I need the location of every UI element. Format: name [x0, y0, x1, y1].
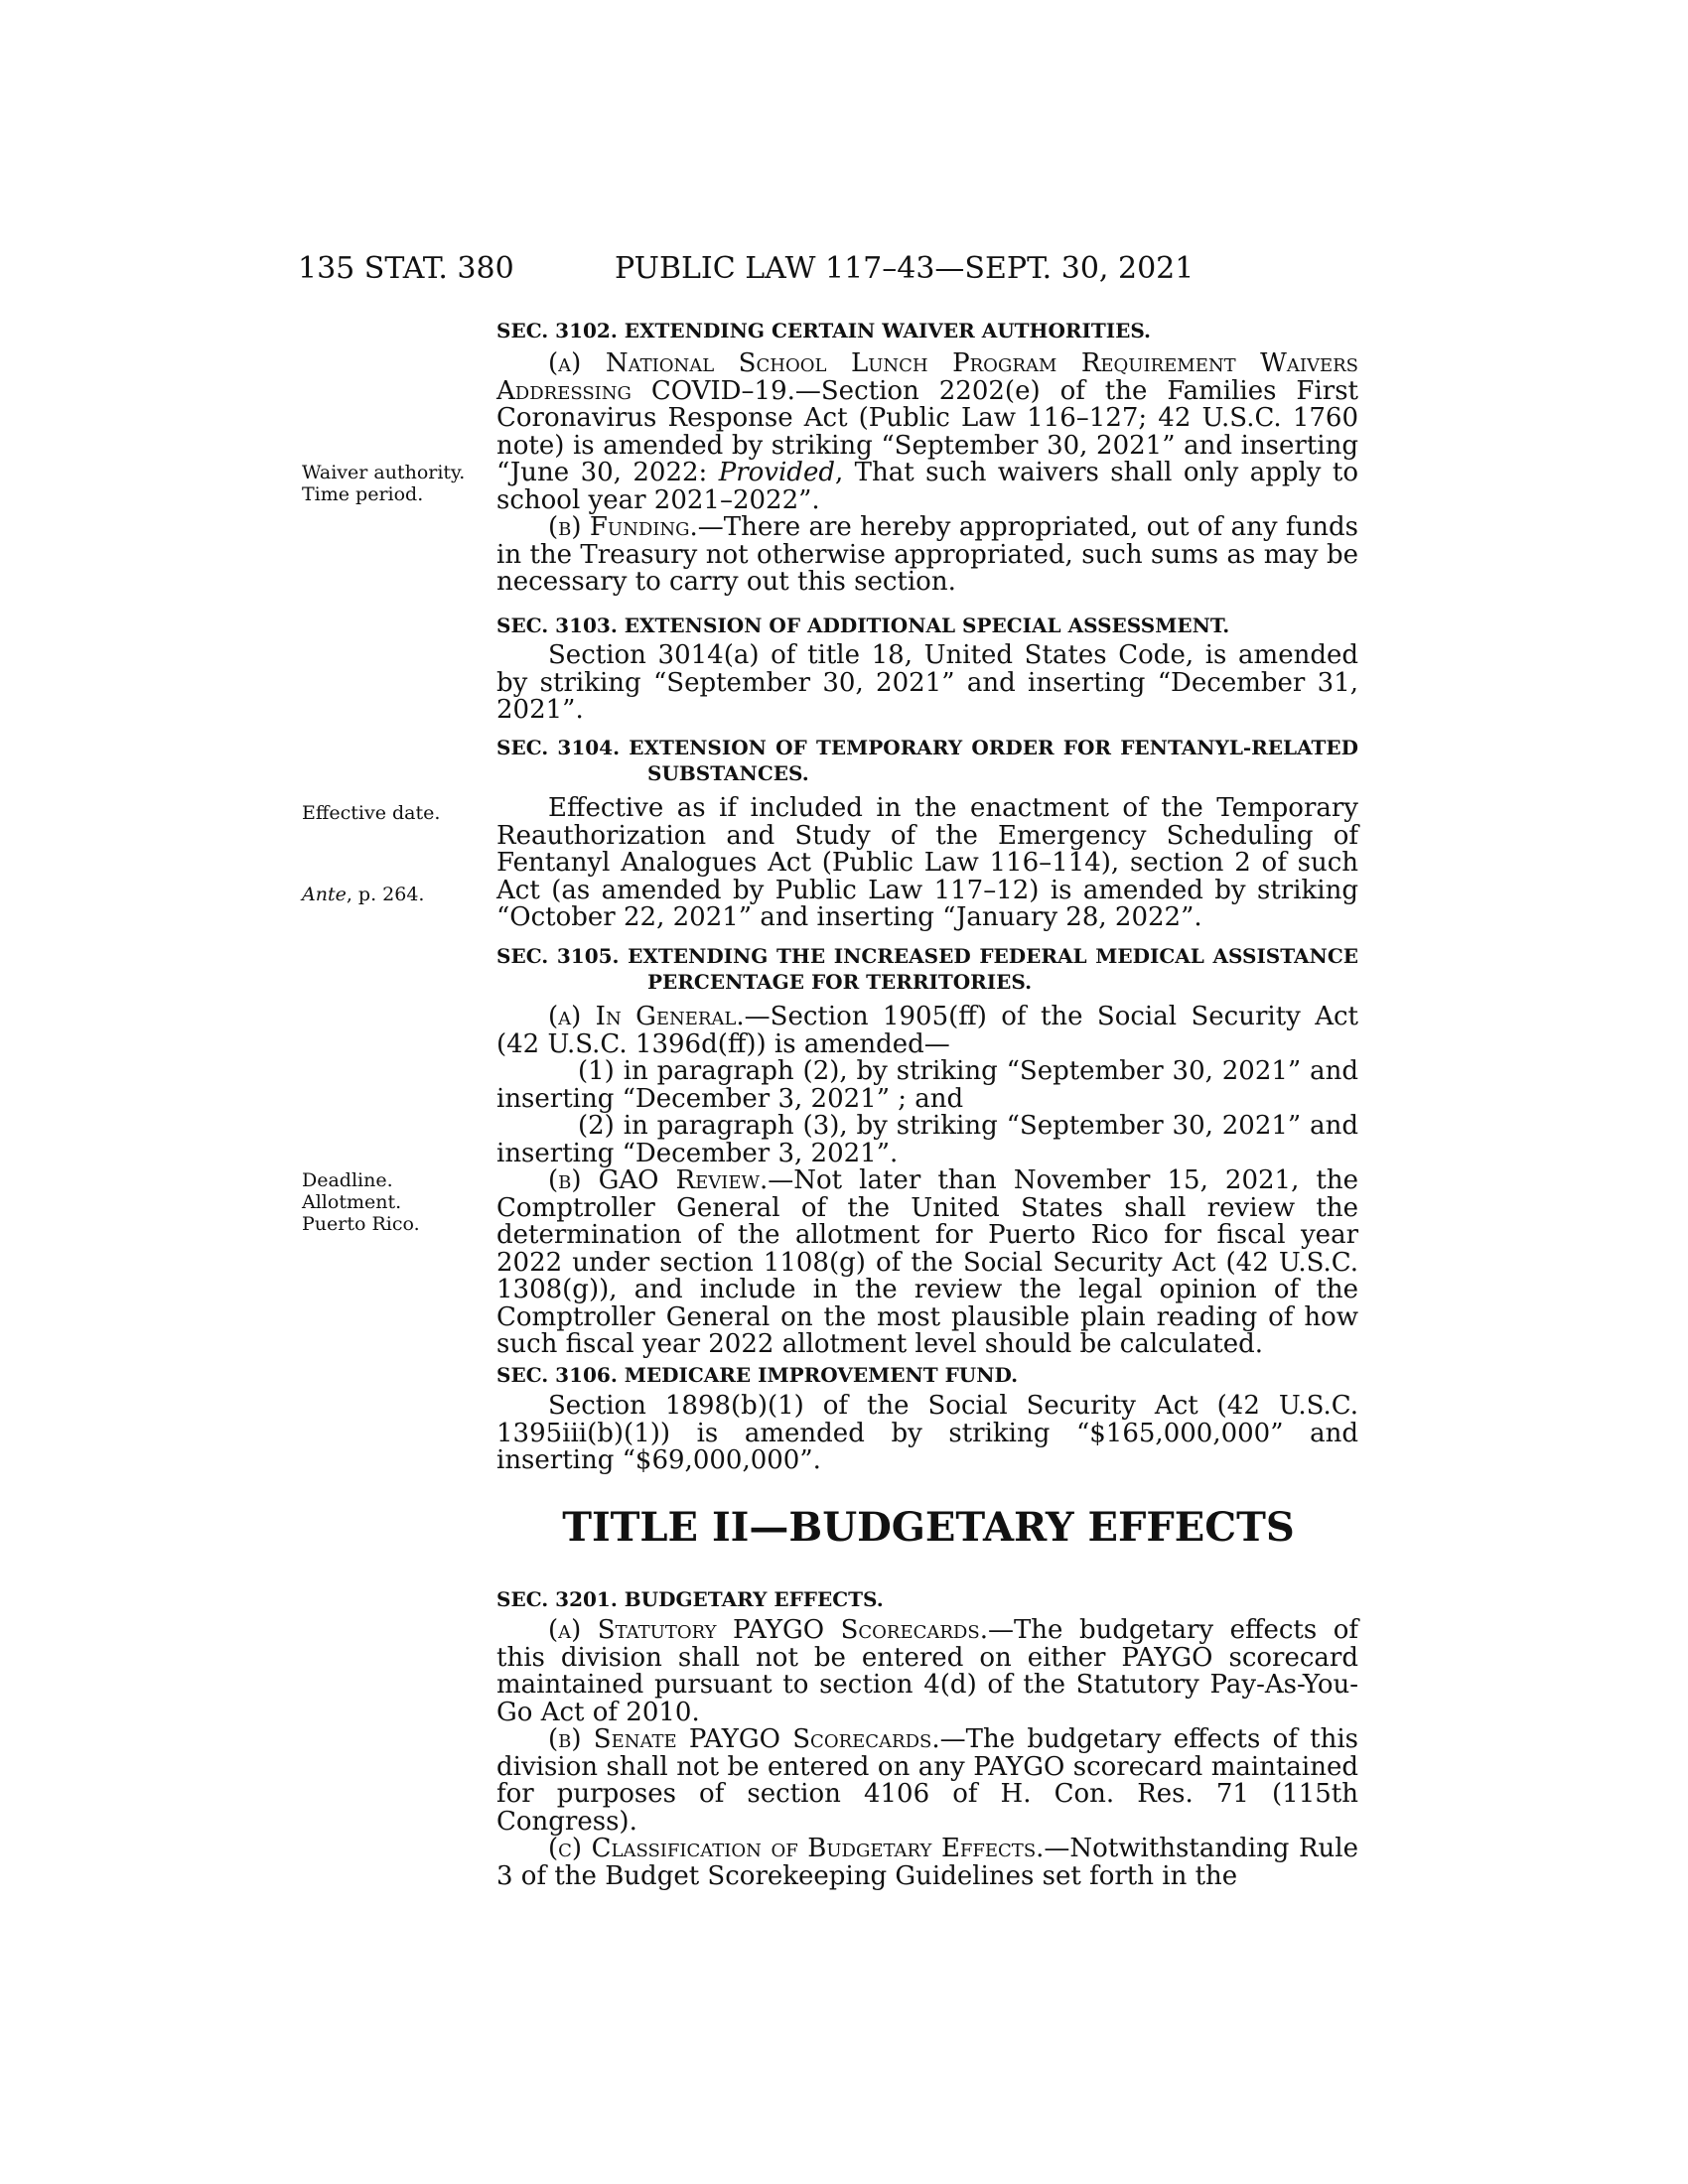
sec-3201-a-head: (a) Statutory PAYGO Scorecards.	[548, 1615, 988, 1645]
margin-note-deadline	[302, 1169, 420, 1235]
page-stat-number: 135 STAT. 380	[298, 251, 514, 286]
sec-3201-a-text: —The budgetary effects of this division shall not be entered on either PAYGO scorecard maintained pursuant to section 4(d) of the Statutory Pay-As-You-Go Act of 2010.	[496, 1615, 1358, 1727]
margin-note-time-period: Time period.	[302, 483, 424, 505]
sec-3104-text: Effective as if included in the enactment of the Temporary Reauthorization and Study of the Emergency Scheduling of Fentanyl Analogues Act (Public Law 116–114), section 2 of such Act (as amended by Public Law 117–12) is amended by striking “October 22, 2021” and inserting “January 28, 2022”.	[496, 793, 1358, 932]
sec-3102-title: SEC. 3102. EXTENDING CERTAIN WAIVER AUTHORITIES.	[496, 319, 1152, 342]
sec-3201-b	[496, 1726, 1358, 1836]
sec-3106-body	[496, 1393, 1358, 1475]
sec-3105-p1: (1) in paragraph (2), by striking “September 30, 2021” and inserting “December 3, 2021” ; and	[496, 1056, 1358, 1114]
title-ii-heading: TITLE II—BUDGETARY EFFECTS	[562, 1504, 1295, 1551]
sec-3201-c	[496, 1836, 1358, 1890]
sec-3104-body	[496, 795, 1358, 932]
margin-note-waiver	[302, 462, 465, 505]
sec-3103-title: SEC. 3103. EXTENSION OF ADDITIONAL SPECIAL ASSESSMENT.	[496, 614, 1230, 637]
sec-3105-title: SEC. 3105. EXTENDING THE INCREASED FEDERAL MEDICAL ASSISTANCE PERCENTAGE FOR TERRITORIES.	[496, 944, 1358, 994]
margin-note-ante	[302, 884, 424, 905]
sec-3105-a	[496, 1004, 1358, 1058]
sec-3103-body	[496, 642, 1358, 725]
sec-3102-b	[496, 514, 1358, 597]
sec-3102-a-text1: —Section 2202(e) of the Families First Coronavirus Response Act (Public Law 116–127; 42 U.S.C. 1760 note) is amended by striking “September 30, 2021” and inserting “June 30, 2022:	[496, 375, 1358, 487]
ante-page: , p. 264.	[346, 884, 425, 905]
sec-3105-b-text: —Not later than November 15, 2021, the Comptroller General of the United States shall review the determination of the allotment for Puerto Rico for fiscal year 2022 under section 1108(g) of the Social Security Act (42 U.S.C. 1308(g)), and include in the review the legal opinion of the Comptroller General on the most plausible plain reading of how such fiscal year 2022 allotment level should be calculated.	[496, 1165, 1358, 1359]
sec-3201-body	[496, 1617, 1358, 1890]
sec-3105-body	[496, 1004, 1358, 1359]
sec-3105-b	[496, 1167, 1358, 1359]
sec-3105-p2: (2) in paragraph (3), by striking “September 30, 2021” and inserting “December 3, 2021”.	[496, 1111, 1358, 1168]
sec-3102-b-head: (b) Funding.	[548, 512, 698, 542]
sec-3105-a-text: —Section 1905(ff) of the Social Security Act (42 U.S.C. 1396d(ff)) is amended—	[496, 1002, 1359, 1059]
sec-3201-c-text: —Notwithstanding Rule 3 of the Budget Scorekeeping Guidelines set forth in the	[496, 1834, 1358, 1891]
ante-italic: Ante	[302, 884, 347, 905]
margin-note-deadline-line: Deadline.	[302, 1169, 393, 1191]
sec-3104-title: SEC. 3104. EXTENSION OF TEMPORARY ORDER FOR FENTANYL-RELATED SUBSTANCES.	[496, 736, 1358, 785]
sec-3201-a	[496, 1617, 1358, 1726]
margin-note-waiver-authority: Waiver authority.	[302, 462, 466, 483]
sec-3102-a	[496, 350, 1358, 514]
sec-3106-title: SEC. 3106. MEDICARE IMPROVEMENT FUND.	[496, 1363, 1019, 1387]
sec-3102-a-text2: , That such waivers shall only apply to school year 2021–2022”.	[496, 458, 1359, 515]
margin-note-allotment: Allotment.	[302, 1191, 402, 1213]
sec-3102-b-text: —There are hereby appropriated, out of any funds in the Treasury not otherwise appropriated, such sums as may be necessary to carry out this section.	[496, 512, 1358, 597]
margin-note-effective-date: Effective date.	[302, 802, 441, 824]
sec-3106-text: Section 1898(b)(1) of the Social Security Act (42 U.S.C. 1395iii(b)(1)) is amended by striking “$165,000,000” and inserting “$69,000,000”.	[496, 1391, 1358, 1475]
sec-3201-b-text: —The budgetary effects of this division shall not be entered on any PAYGO scorecard maintained for purposes of section 4106 of H. Con. Res. 71 (115th Congress).	[496, 1724, 1358, 1837]
sec-3201-c-head: (c) Classification of Budgetary Effects.	[548, 1834, 1045, 1863]
provided-italic: Provided	[718, 458, 835, 487]
sec-3105-b-head: (b) GAO Review.	[548, 1165, 769, 1195]
sec-3105-a-head: (a) In General.	[548, 1002, 745, 1031]
running-head: PUBLIC LAW 117–43—SEPT. 30, 2021	[615, 251, 1195, 286]
sec-3103-text: Section 3014(a) of title 18, United States Code, is amended by striking “September 30, 2021” and inserting “December 31, 2021”.	[496, 640, 1358, 725]
sec-3102-body	[496, 350, 1358, 597]
margin-note-puerto-rico: Puerto Rico.	[302, 1213, 420, 1235]
sec-3201-title: SEC. 3201. BUDGETARY EFFECTS.	[496, 1587, 884, 1611]
sec-3201-b-head: (b) Senate PAYGO Scorecards.	[548, 1724, 940, 1754]
sec-3102-a-head: (a) National School Lunch Program Requirement Waivers Addressing COVID–19.	[496, 348, 1358, 406]
